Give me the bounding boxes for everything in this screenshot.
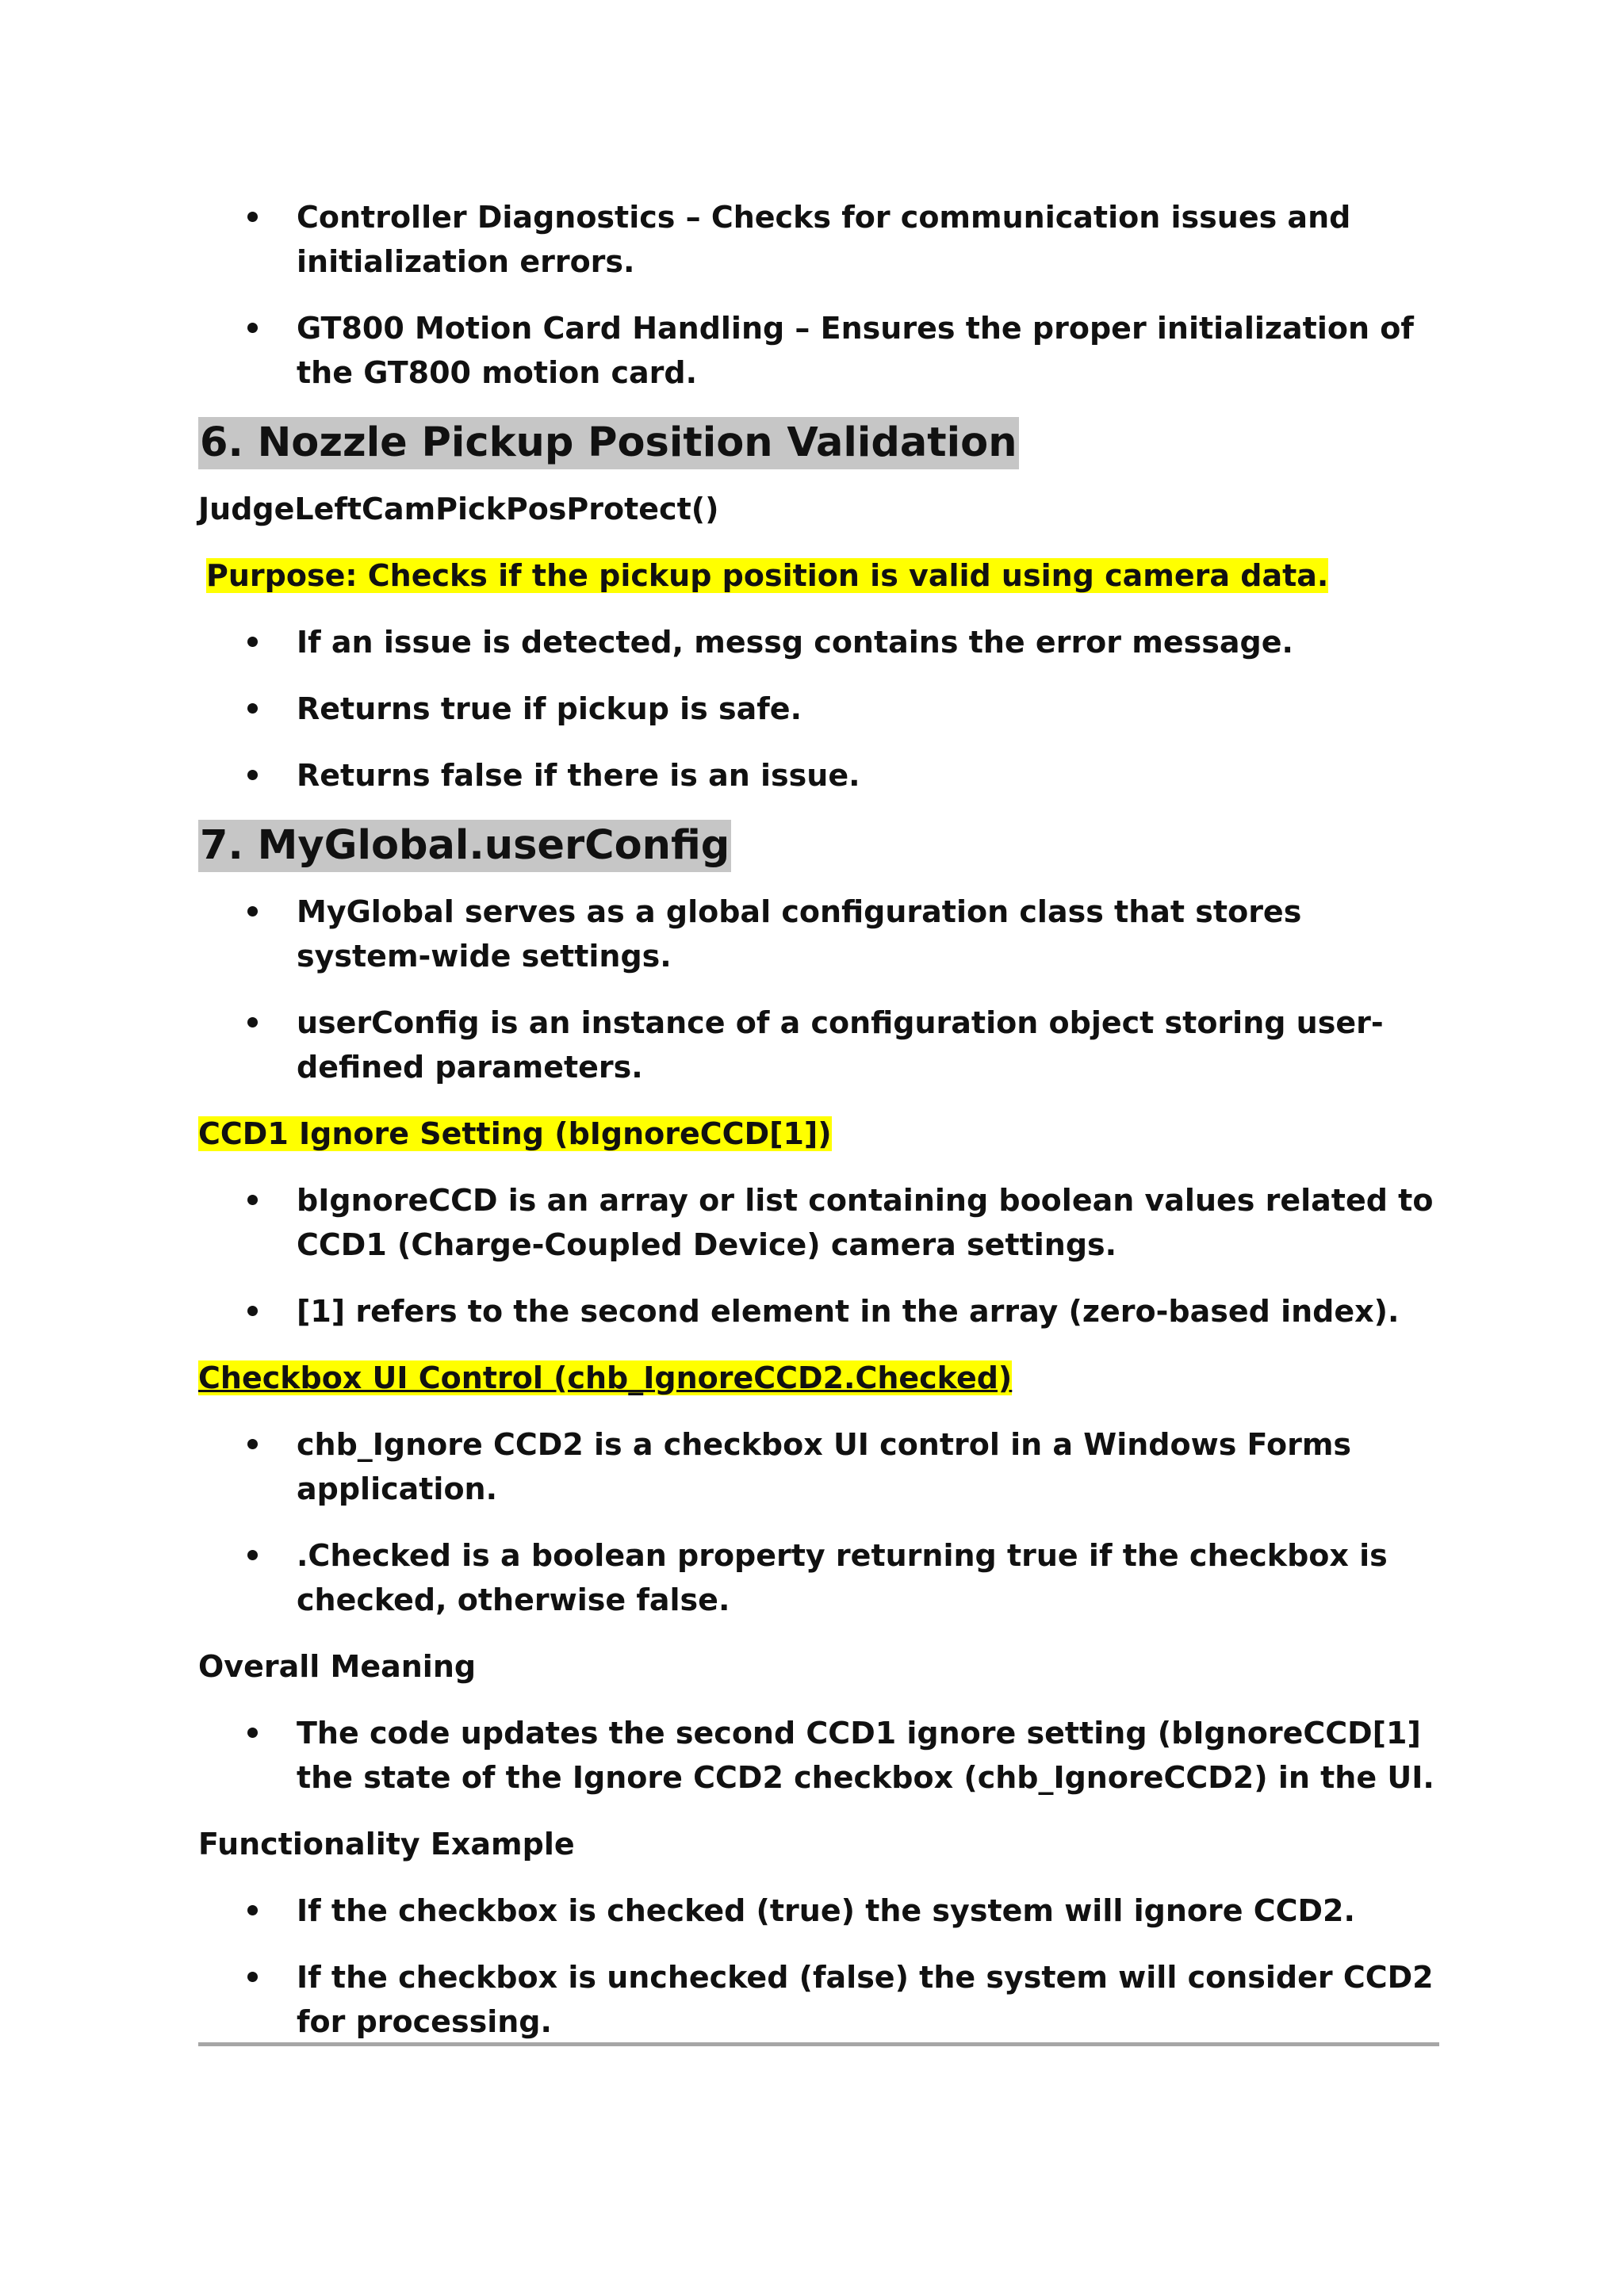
list-item-text: If an issue is detected, messg contains the error message. [297, 625, 1293, 660]
bullet-icon [247, 323, 258, 333]
ccd1-title: CCD1 Ignore Setting (bIgnoreCCD[1]) [198, 1116, 832, 1151]
list-item-text: .Checked is a boolean property returning true if the checkbox is checked, otherwise false. [297, 1538, 1388, 1617]
list-item [198, 1289, 1439, 1334]
checkbox-bullet-list [198, 1422, 1439, 1622]
list-item-text: If the checkbox is unchecked (false) the system will consider CCD2 for processing. [297, 1960, 1434, 2039]
list-item [198, 890, 1439, 978]
bullet-icon [247, 1550, 258, 1560]
bullet-icon [247, 1972, 258, 1982]
section-6-bullet-list [198, 620, 1439, 798]
ccd1-title-line [198, 1112, 1439, 1156]
list-item-text: Controller Diagnostics – Checks for communication issues and initialization errors. [297, 200, 1351, 279]
list-item [198, 195, 1439, 284]
horizontal-rule [198, 2042, 1439, 2046]
bullet-icon [247, 212, 258, 222]
list-item-text: Returns false if there is an issue. [297, 758, 860, 793]
list-item [198, 687, 1439, 731]
list-item [198, 1422, 1439, 1511]
section-6 [198, 417, 1439, 798]
purpose-line [198, 553, 1439, 598]
section-7-heading: 7. MyGlobal.userConfig [198, 820, 731, 872]
section-7-bullet-list [198, 890, 1439, 1089]
list-item-text: GT800 Motion Card Handling – Ensures the proper initialization of the GT800 motion card. [297, 311, 1414, 390]
document-page [198, 195, 1439, 2066]
list-item-text: The code updates the second CCD1 ignore setting (bIgnoreCCD[1] the state of the Ignore CCD2 checkbox (chb_IgnoreCCD2) in the UI. [297, 1716, 1434, 1795]
intro-bullet-list [198, 195, 1439, 395]
list-item-text: userConfig is an instance of a configuration object storing user-defined parameters. [297, 1005, 1384, 1085]
list-item [198, 1888, 1439, 1933]
list-item-text: bIgnoreCCD is an array or list containing boolean values related to CCD1 (Charge-Coupled Device) camera settings. [297, 1183, 1434, 1262]
bullet-icon [247, 1306, 258, 1316]
bullet-icon [247, 703, 258, 714]
bullet-icon [247, 1017, 258, 1027]
list-item-text: MyGlobal serves as a global configuration class that stores system-wide settings. [297, 894, 1302, 974]
bullet-icon [247, 1905, 258, 1915]
list-item [198, 620, 1439, 664]
list-item [198, 306, 1439, 395]
section-6-heading: 6. Nozzle Pickup Position Validation [198, 417, 1019, 469]
bullet-icon [247, 1439, 258, 1449]
function-name: JudgeLeftCamPickPosProtect() [198, 492, 719, 526]
list-item [198, 1955, 1439, 2044]
bullet-icon [247, 1728, 258, 1738]
list-item [198, 1711, 1439, 1800]
bullet-icon [247, 637, 258, 647]
list-item-text: chb_Ignore CCD2 is a checkbox UI control in a Windows Forms application. [297, 1427, 1352, 1506]
bullet-icon [247, 906, 258, 916]
overall-meaning-title: Overall Meaning [198, 1649, 477, 1684]
checkbox-title-line [198, 1356, 1439, 1400]
bullet-icon [247, 770, 258, 780]
list-item [198, 753, 1439, 798]
ccd1-bullet-list [198, 1178, 1439, 1334]
section-7 [198, 820, 1439, 2044]
list-item [198, 1533, 1439, 1622]
list-item-text: Returns true if pickup is safe. [297, 691, 802, 726]
list-item [198, 1001, 1439, 1089]
list-item-text: If the checkbox is checked (true) the system will ignore CCD2. [297, 1893, 1355, 1928]
example-bullet-list [198, 1888, 1439, 2044]
list-item [198, 1178, 1439, 1267]
list-item-text: [1] refers to the second element in the array (zero-based index). [297, 1294, 1400, 1329]
purpose-text: Purpose: Checks if the pickup position is valid using camera data. [206, 558, 1329, 593]
checkbox-title: Checkbox UI Control (chb_IgnoreCCD2.Checked) [198, 1360, 1013, 1395]
bullet-icon [247, 1195, 258, 1205]
functionality-example-title: Functionality Example [198, 1827, 575, 1862]
overall-bullet-list [198, 1711, 1439, 1800]
